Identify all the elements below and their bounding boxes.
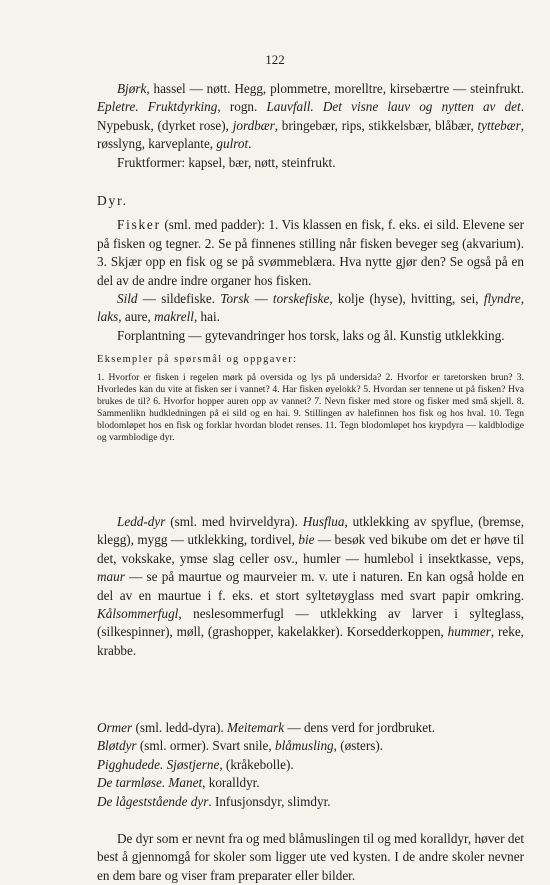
closing-section xyxy=(97,830,524,885)
plants-section xyxy=(97,80,524,172)
text-run: , kolje (hyse), hvitting, sei, xyxy=(329,291,484,307)
italic-text-run: Husflua xyxy=(302,514,345,529)
text-run: . Nypebusk, (dyrket rose), xyxy=(97,99,524,133)
text-run: (sml. ormer). Svart snile, xyxy=(136,738,276,754)
text-run: , utklekking av spyflue, (bremse, klegg), mygg — utklekking, tordivel, xyxy=(97,514,524,548)
list-item xyxy=(97,756,524,774)
text-run: , aure, xyxy=(118,309,155,325)
page-number: 122 xyxy=(265,52,285,67)
text-run: — besøk ved bikube om det er høve til det, vokskake, ymse slag celler osv., humler — humlebol i insektkasse, veps, xyxy=(97,532,524,566)
text-run: , rogn. xyxy=(217,99,267,115)
italic-text-run: De lågeststående dyr xyxy=(97,793,209,809)
italic-text-run: Pigghudede. Sjøstjerne xyxy=(97,756,220,772)
italic-text-run: Ormer xyxy=(97,720,133,735)
italic-text-run: blåmusling xyxy=(275,738,334,754)
italic-text-run: Meitemark xyxy=(227,720,285,735)
italic-text-run: maur xyxy=(97,569,125,585)
italic-text-run: De tarmløse. Manet xyxy=(97,775,203,791)
text-run: (sml. med padder): 1. Vis klassen en fisk, f. eks. ei sild. Elevene ser på fisken og tegner. 2. Se på finnenes stilling når fisken beveger seg (akvarium). 3. Skjær opp en fisk og se på svømmeblæra. Hva nytte gjør den? Se også på en del av de andre indre organer hos fisken. xyxy=(97,217,524,288)
italic-text-run: gulrot xyxy=(216,136,249,152)
list-item xyxy=(97,737,524,755)
italic-text-run: Lauvfall. Det visne lauv og nytten av det xyxy=(266,99,521,115)
italic-text-run: hummer xyxy=(447,624,491,640)
italic-text-run: Bløtdyr xyxy=(97,738,137,754)
text-run: , bringebær, rips, stikkelsbær, blåbær, xyxy=(274,117,478,133)
invertebrates-list xyxy=(97,719,524,811)
italic-text-run: Sild xyxy=(117,291,138,307)
list-item xyxy=(97,793,524,811)
italic-text-run: jordbær xyxy=(232,117,275,133)
text-run: , neslesommerfugl — utklekking av larver i sylteglass, (silkespinner), møll, (grashopper, kakelakker). Korsedderkoppen, xyxy=(97,606,524,640)
italic-text-run: Epletre. Fruktdyrking xyxy=(97,99,218,115)
text-run: Fisker xyxy=(117,217,161,233)
fruit-forms-paragraph: Fruktformer: kapsel, bær, nøtt, steinfrukt. xyxy=(117,154,336,170)
examples-heading: Eksempler på spørsmål og oppgaver: xyxy=(97,354,298,366)
italic-text-run: makrell xyxy=(154,309,194,325)
text-run: (sml. ledd-dyra). xyxy=(132,720,228,735)
text-run: — sildefiske. xyxy=(137,291,221,307)
text-run: . Infusjonsdyr, slimdyr. xyxy=(208,793,331,809)
text-run: , hai. xyxy=(193,309,220,325)
italic-text-run: flyndre, laks xyxy=(97,291,524,325)
text-run: , reke, krabbe. xyxy=(97,624,524,658)
arthropods-section xyxy=(97,513,524,660)
text-run: (sml. med hvirveldyra). xyxy=(165,514,303,529)
text-run: , røsslyng, karveplante, xyxy=(97,117,525,152)
arthropods-paragraph xyxy=(97,513,524,660)
examples-text: 1. Hvorfor er fisken i regelen mørk på oversida og lys på undersida? 2. Hvorfor er taretorsken brun? 3. Hvorledes kan du vite at fisken ser i vannet? 4. Har fisken øyelokk? 5. Hvordan ser tennene ut på fisken? Hva brukes de til? 6. Hvorfor hopper auren opp av vannet? 7. Nevn fisker med store og fisker med små skjell. 8. Sammenlikn hudkledningen på ei sild og en hai. 9. Stillingen av halefinnen hos fisk og hos hval. 10. Tegn blodomløpet hos en fisk og forklar hvordan blodet renses. 11. Tegn blodomløpet hos krypdyra — kaldblodige og varmblodige dyr. xyxy=(97,371,524,443)
fish-paragraph xyxy=(97,216,524,290)
reproduction-paragraph: Forplantning — gytevandringer hos torsk, laks og ål. Kunstig utklekking. xyxy=(117,327,505,343)
fish-species-paragraph xyxy=(97,290,524,327)
text-run: , hassel — nøtt. Hegg, plommetre, morelltre, kirsebærtre — steinfrukt. xyxy=(146,81,524,96)
text-run: — xyxy=(249,291,273,307)
section-heading: Dyr. xyxy=(97,193,128,208)
list-item xyxy=(97,774,524,792)
italic-text-run: bie xyxy=(298,532,315,548)
list-item xyxy=(97,719,524,737)
text-run: , koralldyr. xyxy=(202,775,260,791)
text-run: . xyxy=(248,136,252,152)
text-run: , (kråkebolle). xyxy=(219,756,294,772)
italic-text-run: tyttebær xyxy=(477,117,521,133)
italic-text-run: Bjørk xyxy=(117,81,147,96)
italic-text-run: Kålsommerfugl xyxy=(97,606,179,622)
animals-section xyxy=(97,192,524,444)
plants-paragraph xyxy=(97,80,524,154)
closing-paragraph: De dyr som er nevnt fra og med blåmuslingen til og med koralldyr, høver det best å gjennomgå for skoler som ligger ute ved kysten. I de andre skoler nevner en dem bare og viser fram preparater eller bilder. xyxy=(97,831,524,883)
italic-text-run: Torsk xyxy=(220,291,250,307)
italic-text-run: torskefiske xyxy=(272,291,330,307)
italic-text-run: Ledd-dyr xyxy=(117,514,166,529)
text-run: — dens verd for jordbruket. xyxy=(284,720,436,735)
text-run: , (østers). xyxy=(333,738,384,754)
text-run: — se på maurtue og maurveier m. v. ute i naturen. En kan også holde en del av en maurtue i f. eks. et stort syltetøyglass med svart papir omkring. xyxy=(97,569,524,603)
